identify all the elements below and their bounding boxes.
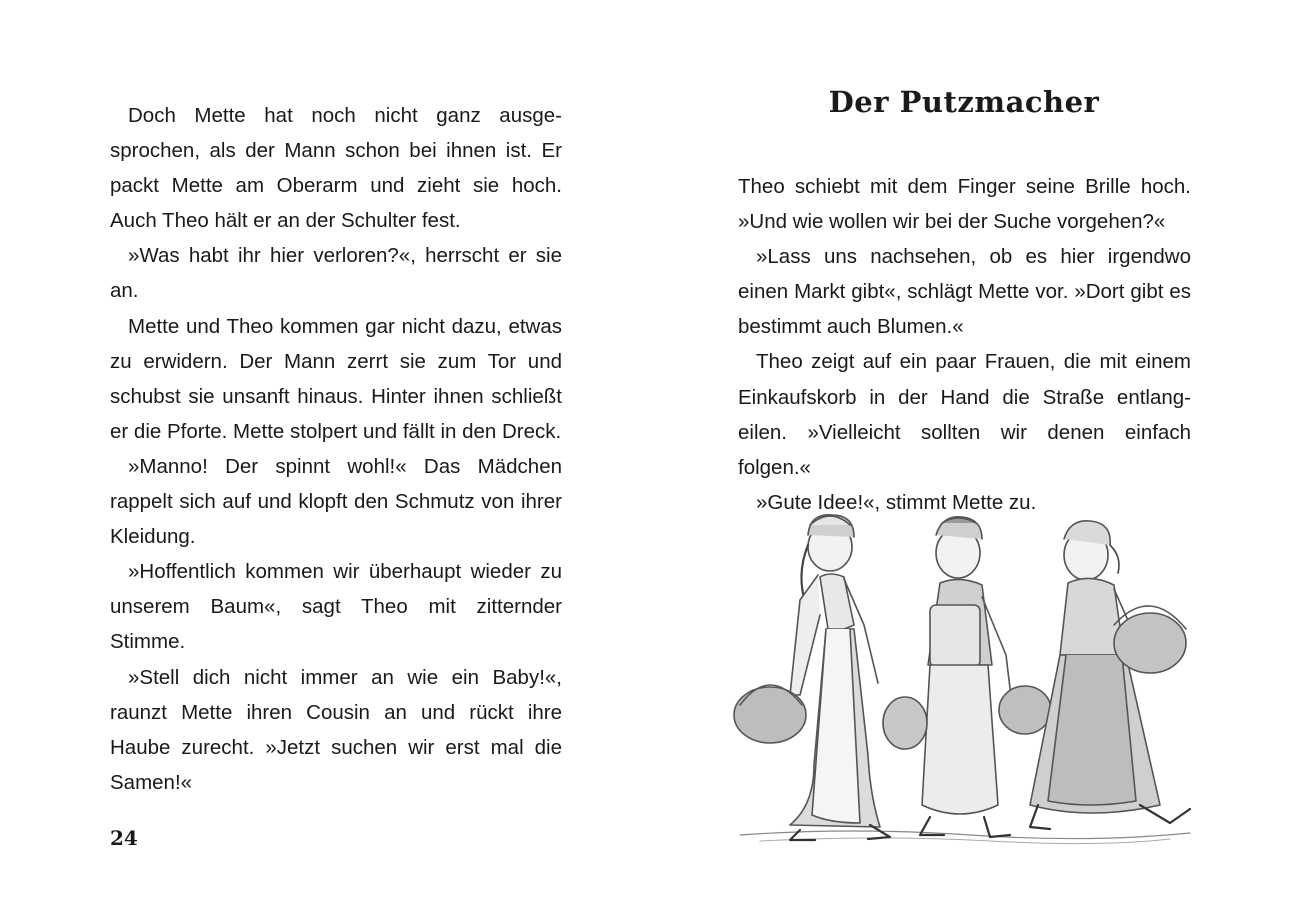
paragraph: »Stell dich nicht immer an wie ein Baby!«, raunzt Mette ihren Cousin an und rückt ihre Haube zurecht. »Jetzt suchen wir erst mal die Samen!« bbox=[110, 665, 562, 794]
paragraph: »Hoffentlich kommen wir überhaupt wieder zu unserem Baum«, sagt Theo mit zitternder Stimme. bbox=[110, 560, 562, 654]
paragraph: »Manno! Der spinnt wohl!« Das Mädchen rappelt sich auf und klopft den Schmutz von ihrer Kleidung. bbox=[110, 454, 562, 549]
illustration-svg bbox=[730, 505, 1200, 870]
paragraph: Theo zeigt auf ein paar Frauen, die mit einem Einkaufskorb in der Hand die Straße entlang-eilen. »Vielleicht sollten wir denen einfach folgen.« bbox=[738, 350, 1191, 479]
chapter-title: Der Putzmacher bbox=[828, 85, 1100, 119]
paragraph: Theo schiebt mit dem Finger seine Brille hoch. »Und wie wollen wir bei der Suche vorgehen?« bbox=[738, 175, 1191, 234]
woman-left-figure bbox=[734, 515, 890, 840]
paragraph: Mette und Theo kommen gar nicht dazu, etwas zu erwidern. Der Mann zerrt sie zum Tor und schubst sie unsanft hinaus. Hinter ihnen schließt er die Pforte. Mette stolpert und fällt in den Dreck. bbox=[110, 314, 562, 443]
page-number: 24 bbox=[110, 826, 138, 850]
paragraph: »Gute Idee!«, stimmt Mette zu. bbox=[756, 490, 1037, 514]
woman-middle-figure bbox=[883, 517, 1051, 837]
paragraph: »Lass uns nachsehen, ob es hier irgendwo einen Markt gibt«, schlägt Mette vor. »Dort gibt es bestimmt auch Blumen.« bbox=[738, 245, 1191, 339]
left-page-text bbox=[110, 98, 562, 800]
paragraph: Doch Mette hat noch nicht ganz ausge-sprochen, als der Mann schon bei ihnen ist. Er packt Mette am Oberarm und zieht sie hoch. Auch Theo hält er an der Schulter fest. bbox=[110, 104, 562, 233]
right-page bbox=[650, 0, 1300, 922]
right-page-text bbox=[738, 169, 1191, 520]
paragraph: »Was habt ihr hier verloren?«, herrscht er sie an. bbox=[110, 244, 562, 303]
woman-right-figure bbox=[1030, 521, 1190, 829]
illustration-three-women-with-baskets bbox=[730, 505, 1200, 870]
